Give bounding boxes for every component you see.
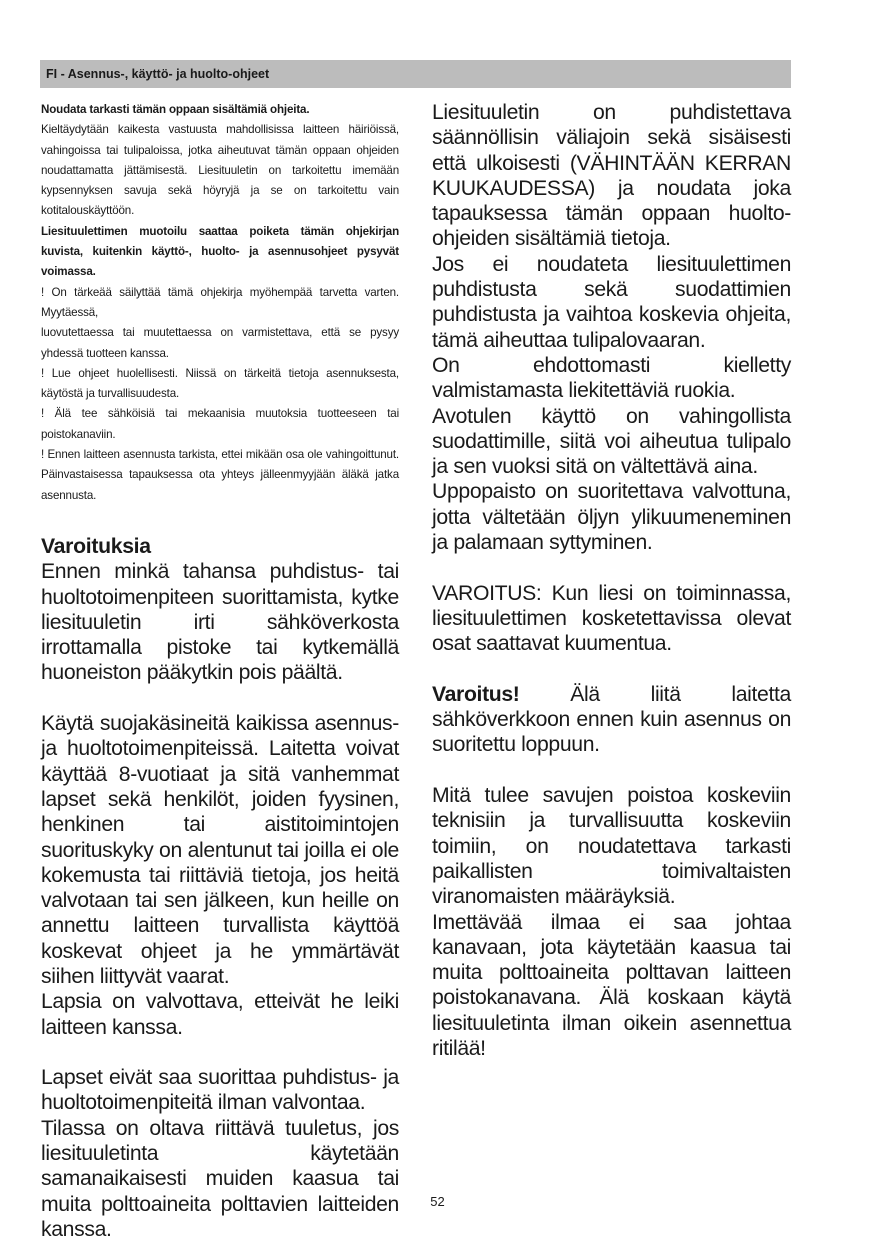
note-paragraph: Liesituulettimen muotoilu saattaa poiketa tämän ohjekirjan kuvista, kuitenkin käyttö-, huolto- ja asennusohjeet pysyvät voimassa. — [41, 224, 399, 279]
note-paragraph: ! On tärkeää säilyttää tämä ohjekirja myöhempää tarvetta varten. Myytäessä, — [41, 285, 399, 319]
note-paragraph: Noudata tarkasti tämän oppaan sisältämiä ohjeita. — [41, 103, 310, 116]
section-title: FI - Asennus-, käyttö- ja huolto-ohjeet — [46, 67, 270, 81]
body-paragraph: Liesituuletin on puhdistettava säännöllisin väliajoin sekä sisäisesti että ulkoisesti (VÄHINTÄÄN KERRAN KUUKAUDESSA) ja noudata joka tapauksessa tämän oppaan huolto-ohjeiden sisältämiä tietoja. — [432, 101, 791, 251]
warning-label: Varoitus! — [432, 682, 520, 706]
body-paragraph: Tilassa on oltava riittävä tuuletus, jos liesituuletinta käytetään samanaikaisesti muiden kaasua tai muita polttoaineita polttavien laitteiden kanssa. — [41, 1116, 399, 1241]
body-paragraph: Käytä suojakäsineitä kaikissa asennus- ja huoltotoimenpiteissä. Laitetta voivat käyttää 8-vuotiaat ja sitä vanhemmat lapset sekä henkilöt, joiden fyysinen, henkinen tai aistitoimintojen suorituskyky on alentunut tai joilla ei ole kokemusta tai riittäviä tietoja, jos heitä valvotaan tai sen jälkeen, kun heille on annettu laitteen turvallista käyttöä koskevat ohjeet ja he ymmärtävät siihen liittyvät vaarat. — [41, 712, 399, 988]
intro-notes — [41, 100, 399, 506]
note-paragraph: Kieltäydytään kaikesta vastuusta mahdollisissa laitteen häiriöissä, vahingoissa tai tulipaloissa, jotka aiheutuvat tämän oppaan ohjeiden noudattamatta jättämisestä. Liesituuletin on tarkoitettu imemään kypsennyksen savuja sekä höyryjä ja se on tarkoitettu vain kotitalouskäyttöön. — [41, 123, 399, 218]
body-paragraph: VAROITUS: Kun liesi on toiminnassa, liesituulettimen kosketettavissa olevat osat saattavat kuumentua. — [432, 581, 791, 656]
right-column — [432, 100, 791, 1061]
body-paragraph: Imettävää ilmaa ei saa johtaa kanavaan, jota käytetään kaasua tai muita polttoaineita polttavan laitteen poistokanavana. Älä koskaan käytä liesituuletinta ilman oikein asennettua ritilää! — [432, 910, 791, 1060]
body-paragraph: Mitä tulee savujen poistoa koskeviin teknisiin ja turvallisuutta koskeviin toimiin, on noudatettava tarkasti paikallisten toimivaltaisten viranomaisten määräyksiä. — [432, 784, 791, 909]
body-paragraph: Ennen minkä tahansa puhdistus- tai huoltotoimenpiteen suorittamista, kytke liesituuletin irti sähköverkosta irrottamalla pistoke tai kytkemällä huoneiston pääkytkin pois päältä. — [41, 560, 399, 685]
body-paragraph: Avotulen käyttö on vahingollista suodattimille, siitä voi aiheutua tulipalo ja sen vuoksi sitä on vältettävä aina. — [432, 404, 791, 479]
body-paragraph: Lapsia on valvottava, etteivät he leiki laitteen kanssa. — [41, 990, 399, 1039]
body-paragraph: Jos ei noudateta liesituulettimen puhdistusta sekä suodattimien puhdistusta ja vaihtoa koskevia ohjeita, tämä aiheuttaa tulipalovaaran. — [432, 252, 791, 352]
note-paragraph: luovutettaessa tai muutettaessa on varmistettava, että se pysyy yhdessä tuotteen kanssa. — [41, 326, 399, 360]
warning-text: Älä liitä laitetta sähköverkkoon ennen kuin asennus on suoritettu loppuun. — [432, 682, 791, 757]
left-column — [41, 100, 399, 1242]
note-paragraph: ! Älä tee sähköisiä tai mekaanisia muutoksia tuotteeseen tai poistokanaviin. — [41, 407, 399, 441]
note-paragraph: ! Ennen laitteen asennusta tarkista, ettei mikään osa ole vahingoittunut. Päinvastaisessa tapauksessa ota yhteys jälleenmyyjään äläkä jatka asennusta. — [41, 448, 399, 502]
warnings-heading: Varoituksia — [41, 534, 151, 558]
body-paragraph: On ehdottomasti kielletty valmistamasta liekitettäviä ruokia. — [432, 353, 791, 403]
body-paragraph: Uppopaisto on suoritettava valvottuna, jotta vältetään öljyn ylikuumeneminen ja palamaan syttyminen. — [432, 480, 791, 555]
page-number: 52 — [430, 1194, 445, 1209]
body-paragraph: Lapset eivät saa suorittaa puhdistus- ja huoltotoimenpiteitä ilman valvontaa. — [41, 1066, 399, 1115]
warning-paragraph — [432, 682, 791, 758]
note-paragraph: ! Lue ohjeet huolellisesti. Niissä on tärkeitä tietoja asennuksesta, käytöstä ja turvallisuudesta. — [41, 366, 399, 401]
section-header — [40, 60, 791, 88]
